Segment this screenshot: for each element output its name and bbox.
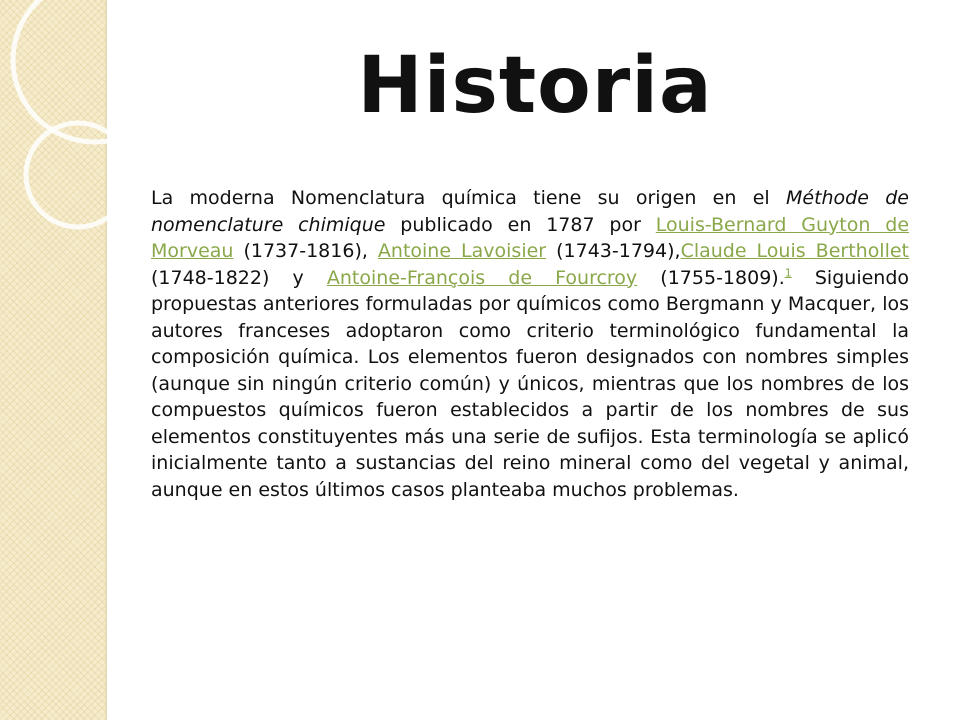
text-segment: publicado en 1787 por [385, 213, 656, 236]
text-segment: (1748-1822) y [151, 266, 327, 289]
text-segment: (1743-1794), [546, 240, 681, 262]
text-segment: (1737-1816), [233, 240, 378, 262]
link-lavoisier[interactable]: Antoine Lavoisier [377, 240, 547, 262]
italic-work-title: Méthode de nomenclature chimique [151, 187, 909, 236]
slide-title: Historia [357, 41, 713, 131]
link-fourcroy[interactable]: Antoine-François de Fourcroy [326, 266, 638, 289]
history-paragraph [151, 185, 909, 503]
text-segment: Siguiendo propuestas anteriores formuladas por químicos como Bergmann y Macquer, los autores franceses adoptaron como criterio terminológico fundamental la composición química. Los elementos fueron designados con nombres simples (aunque sin ningún criterio común) y únicos, mientras que los nombres de los compuestos químicos fueron establecidos a partir de los nombres de sus elementos constituyentes más una serie de sufijos. Esta terminología se aplicó inicialmente tanto a sustancias del reino mineral como del vegetal y animal, aunque en estos últimos casos planteaba muchos problemas. [151, 266, 910, 501]
link-berthollet[interactable]: Claude Louis Berthollet [680, 240, 910, 262]
text-segment: (1755-1809). [637, 266, 785, 289]
text-segment: La moderna Nomenclatura química tiene su origen en el [151, 187, 786, 209]
link-guyton-de-morveau[interactable]: Louis-Bernard Guyton de Morveau [151, 213, 910, 262]
footnote-reference-link[interactable]: 1 [784, 266, 792, 280]
